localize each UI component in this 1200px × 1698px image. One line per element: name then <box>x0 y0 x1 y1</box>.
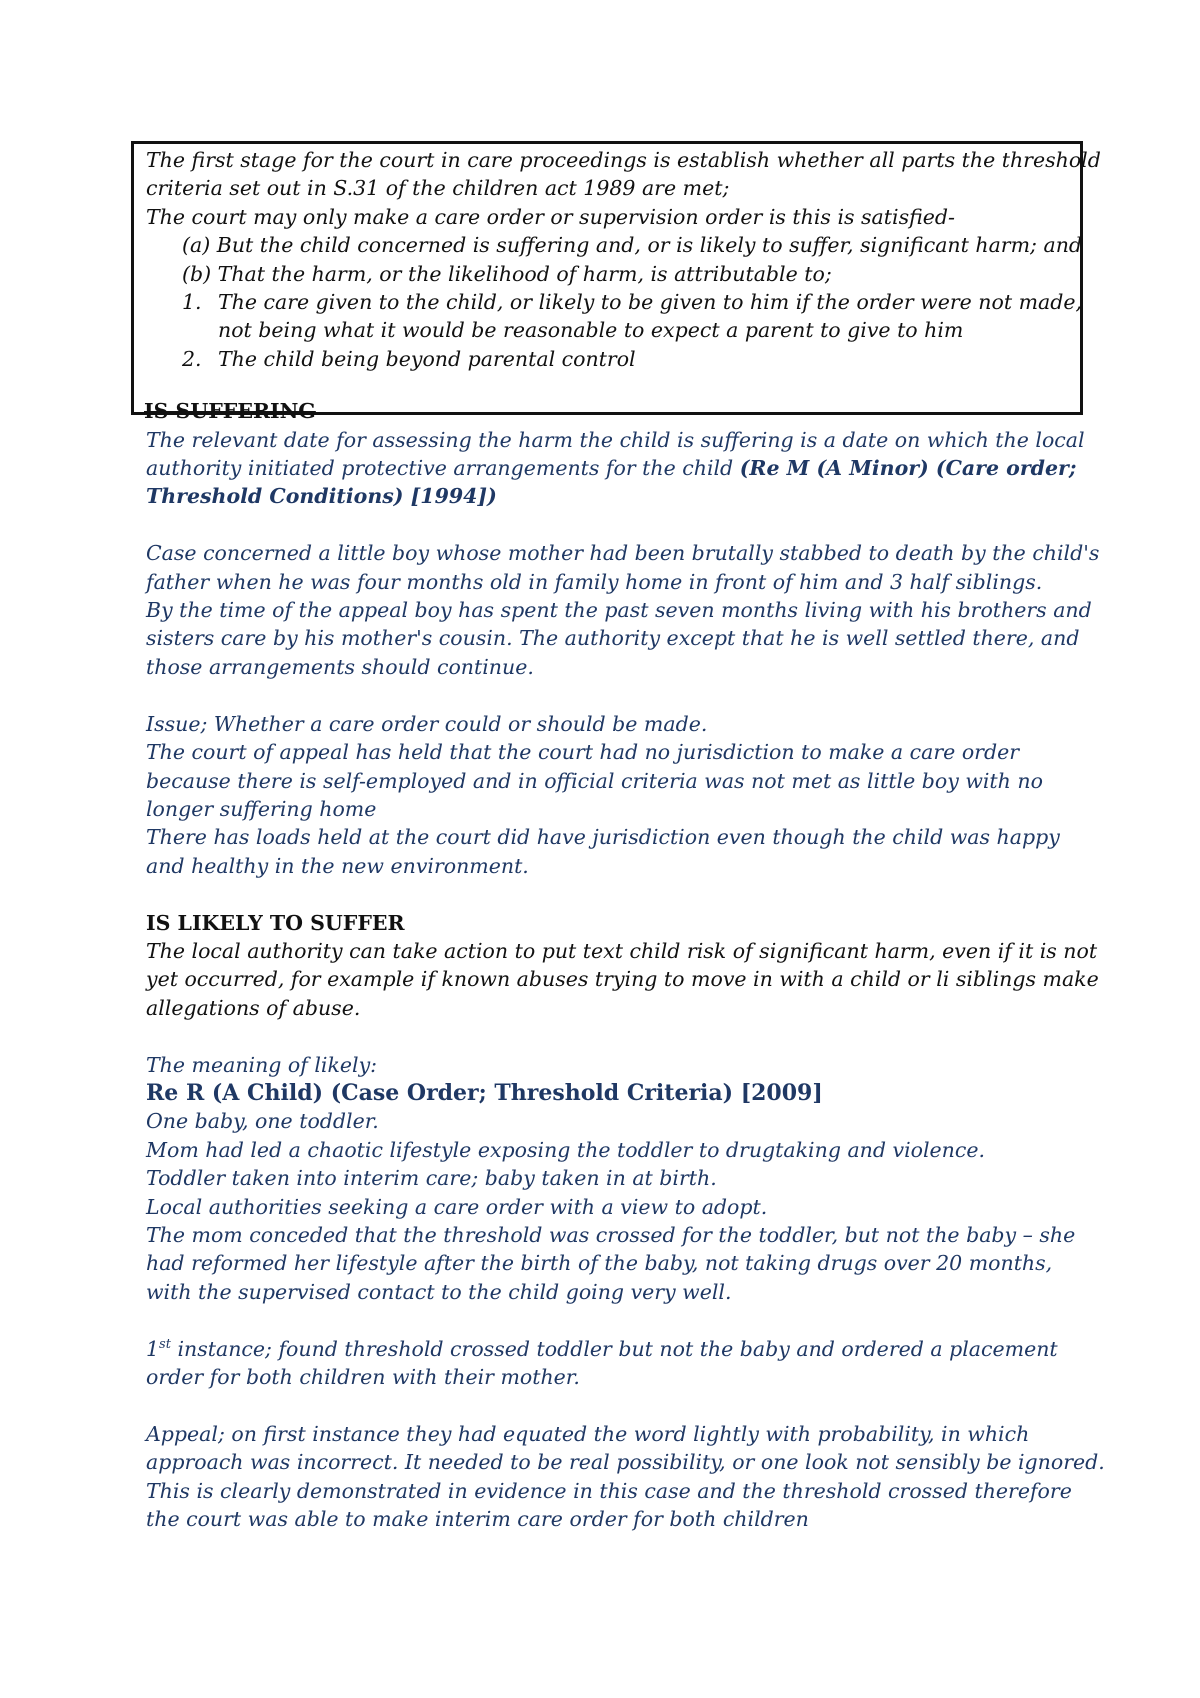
first-instance-num: 1 <box>146 1336 160 1361</box>
list-item-b-text: That the harm, or the likelihood of harm, is attributable to; <box>217 261 832 286</box>
suffering-p2-line-3: By the time of the appeal boy has spent the past seven months living with his brothers and <box>146 598 1092 623</box>
heading-is-likely-to-suffer: IS LIKELY TO SUFFER <box>146 910 405 935</box>
box-intro-line-3: The court may only make a care order or supervision order is this is satisfied- <box>146 204 955 229</box>
first-instance-sup: st <box>159 1336 171 1352</box>
spacer <box>146 511 1096 539</box>
suffering-p3-line-4: longer suffering home <box>146 796 377 821</box>
likely-p2-line-1: One baby, one toddler. <box>146 1109 379 1134</box>
numbered-item-2 <box>146 345 1096 373</box>
suffering-p1-text: authority initiated protective arrangements for the child <box>146 456 740 481</box>
case-citation-2: Re R (A Child) (Case Order; Threshold Criteria) [2009] <box>146 1079 823 1106</box>
box-intro-line-1: The first stage for the court in care proceedings is establish whether all parts the threshold <box>146 148 1101 172</box>
likely-p2-line-6: had reformed her lifestyle after the birth of the baby, not taking drugs over 20 months, <box>146 1251 1053 1276</box>
suffering-p3-line-5: There has loads held at the court did have jurisdiction even though the child was happy <box>146 825 1060 850</box>
first-instance-rest: instance; found threshold crossed toddler but not the baby and ordered a placement <box>170 1336 1058 1361</box>
spacer <box>146 1306 1096 1334</box>
suffering-p3-line-3: because there is self-employed and in official criteria was not met as little boy with no <box>146 768 1043 793</box>
first-instance-line-1 <box>146 1335 1096 1363</box>
likely-p2-line-7: with the supervised contact to the child going very well. <box>146 1279 732 1304</box>
meaning-of-likely: The meaning of likely: <box>146 1052 378 1077</box>
appeal-line-1: Appeal; on first instance they had equated the word lightly with probability, in which <box>146 1421 1030 1446</box>
likely-p2-line-2: Mom had led a chaotic lifestyle exposing the toddler to drugtaking and violence. <box>146 1137 986 1162</box>
numbered-item-1-label: 1. <box>182 290 202 315</box>
list-item-b <box>146 260 1096 288</box>
case-citation-1b: Threshold Conditions) [1994]) <box>146 484 497 509</box>
document-body <box>144 146 1105 1533</box>
first-instance-line-2: order for both children with their mother. <box>146 1364 580 1389</box>
spacer <box>146 1022 1096 1050</box>
numbered-item-1-line-1: The care given to the child, or likely to be given to him if the order were not made, <box>218 290 1083 315</box>
appeal-line-2: approach was incorrect. It needed to be real possibility, or one look not sensibly be ignored. <box>146 1450 1105 1475</box>
suffering-p2-line-1: Case concerned a little boy whose mother had been brutally stabbed to death by the child's <box>146 541 1100 566</box>
list-item-a-label: (a) <box>182 233 211 258</box>
suffering-p1-line-2 <box>146 454 1096 482</box>
spacer <box>146 1391 1096 1419</box>
numbered-item-2-line-1: The child being beyond parental control <box>218 346 636 371</box>
likely-p2-line-4: Local authorities seeking a care order with a view to adopt. <box>146 1194 768 1219</box>
suffering-p3-line-1: Issue; Whether a care order could or should be made. <box>146 711 708 736</box>
numbered-item-2-label: 2. <box>182 346 202 371</box>
numbered-item-1-cont <box>146 316 1096 344</box>
suffering-p2-line-2: father when he was four months old in family home in front of him and 3 half siblings. <box>146 569 1043 594</box>
heading-is-suffering: IS SUFFERING <box>144 399 316 424</box>
numbered-item-1 <box>146 288 1096 316</box>
likely-p1-line-2: yet occurred, for example if known abuses trying to move in with a child or li siblings make <box>146 967 1099 992</box>
numbered-item-1-line-2: not being what it would be reasonable to expect a parent to give to him <box>218 318 964 343</box>
likely-p2-line-5: The mom conceded that the threshold was crossed for the toddler, but not the baby – she <box>146 1222 1076 1247</box>
spacer <box>146 373 1096 397</box>
likely-p1-line-1: The local authority can take action to put text child risk of significant harm, even if it is not <box>146 938 1098 963</box>
box-intro-line-2: criteria set out in S.31 of the children act 1989 are met; <box>146 176 730 201</box>
likely-p1-line-3: allegations of abuse. <box>146 995 361 1020</box>
likely-p2-line-3: Toddler taken into interim care; baby taken in at birth. <box>146 1166 717 1191</box>
suffering-p3-line-2: The court of appeal has held that the court had no jurisdiction to make a care order <box>146 740 1020 765</box>
suffering-p3-line-6: and healthy in the new environment. <box>146 853 529 878</box>
list-item-a <box>146 231 1096 259</box>
list-item-a-text: But the child concerned is suffering and, or is likely to suffer, significant harm; and <box>216 233 1083 258</box>
suffering-p2-line-5: those arrangements should continue. <box>146 654 534 679</box>
spacer <box>146 681 1096 709</box>
appeal-line-4: the court was able to make interim care order for both children <box>146 1507 809 1531</box>
list-item-b-label: (b) <box>182 261 212 286</box>
suffering-p2-line-4: sisters care by his mother's cousin. The authority except that he is well settled there, and <box>146 626 1080 651</box>
appeal-line-3: This is clearly demonstrated in evidence in this case and the threshold crossed therefore <box>146 1478 1072 1503</box>
spacer <box>146 880 1096 908</box>
case-citation-1a: (Re M (A Minor) (Care order; <box>739 456 1077 481</box>
suffering-p1-line-1: The relevant date for assessing the harm the child is suffering is a date on which the local <box>146 427 1085 452</box>
